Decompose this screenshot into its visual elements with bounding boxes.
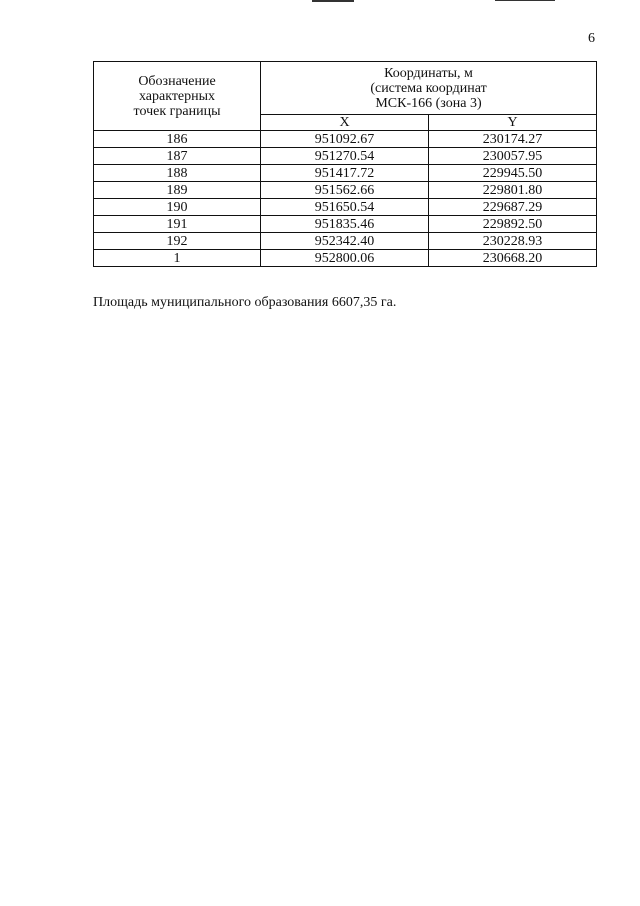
point-cell: 186 <box>94 131 261 148</box>
table-row <box>94 216 597 233</box>
x-cell: 952342.40 <box>261 233 429 250</box>
point-cell: 188 <box>94 165 261 182</box>
y-cell: 229687.29 <box>429 199 597 216</box>
point-cell: 192 <box>94 233 261 250</box>
table-row <box>94 199 597 216</box>
coordinates-column-header-text: Координаты, м (система координат МСК-166 (зона 3) <box>370 65 487 111</box>
table-row <box>94 131 597 148</box>
point-cell: 187 <box>94 148 261 165</box>
coordinates-column-header <box>261 62 597 115</box>
y-cell: 229945.50 <box>429 165 597 182</box>
x-cell: 951092.67 <box>261 131 429 148</box>
y-cell: 229892.50 <box>429 216 597 233</box>
point-cell: 189 <box>94 182 261 199</box>
coordinates-table <box>93 61 597 267</box>
y-cell: 230057.95 <box>429 148 597 165</box>
table-row <box>94 148 597 165</box>
point-cell: 1 <box>94 250 261 267</box>
point-cell: 190 <box>94 199 261 216</box>
page-number: 6 <box>588 31 595 46</box>
table-row <box>94 165 597 182</box>
y-cell: 230668.20 <box>429 250 597 267</box>
x-column-header: X <box>261 115 429 131</box>
scan-artifact <box>312 0 354 2</box>
y-cell: 229801.80 <box>429 182 597 199</box>
x-cell: 951835.46 <box>261 216 429 233</box>
point-cell: 191 <box>94 216 261 233</box>
y-cell: 230228.93 <box>429 233 597 250</box>
table-row <box>94 233 597 250</box>
y-column-header: Y <box>429 115 597 131</box>
table-row <box>94 250 597 267</box>
x-cell: 951417.72 <box>261 165 429 182</box>
y-cell: 230174.27 <box>429 131 597 148</box>
x-cell: 951650.54 <box>261 199 429 216</box>
points-column-header <box>94 62 261 131</box>
area-statement: Площадь муниципального образования 6607,35 га. <box>93 295 397 310</box>
x-cell: 951270.54 <box>261 148 429 165</box>
x-cell: 952800.06 <box>261 250 429 267</box>
x-cell: 951562.66 <box>261 182 429 199</box>
table-row <box>94 182 597 199</box>
scan-artifact <box>495 0 555 1</box>
points-column-header-text: Обозначение характерных точек границы <box>133 73 221 119</box>
